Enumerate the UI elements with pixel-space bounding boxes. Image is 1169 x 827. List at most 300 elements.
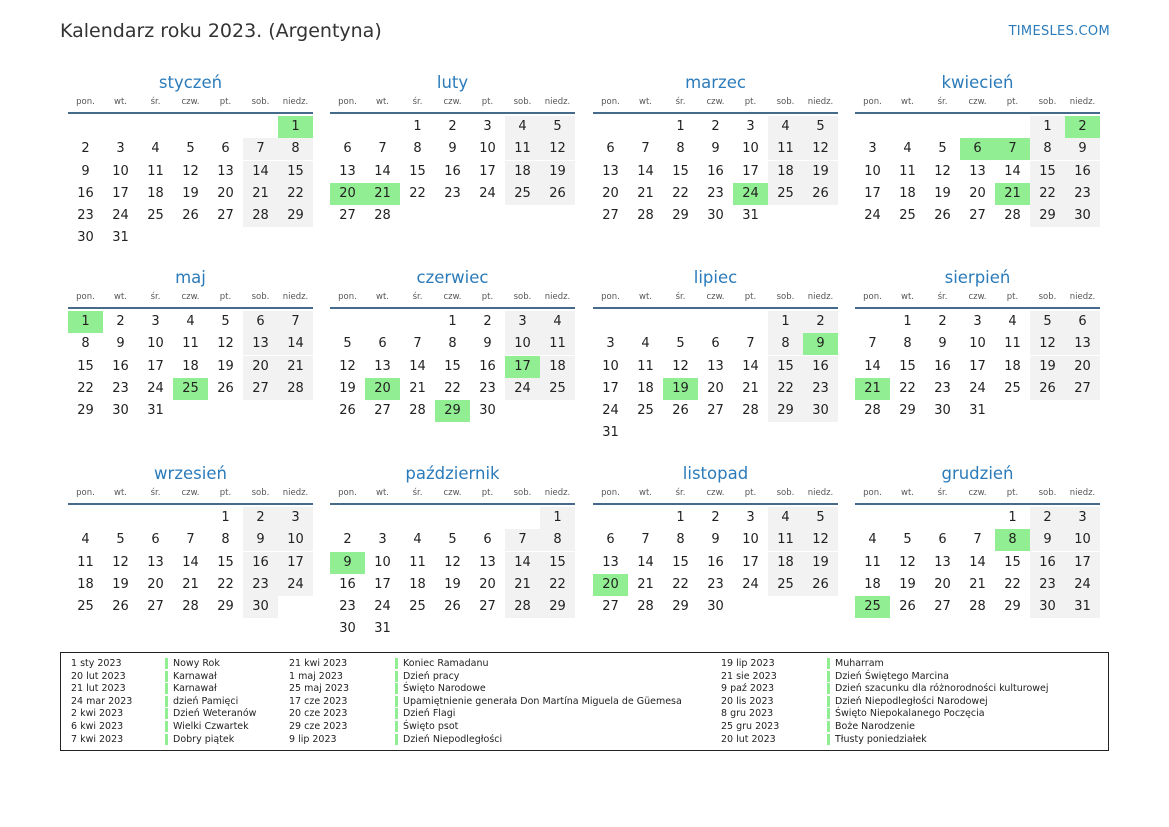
day-cell: 24 bbox=[147, 380, 164, 396]
holiday-date: 20 lut 2023 bbox=[71, 670, 126, 682]
day-cell: 10 bbox=[147, 336, 164, 352]
week-row bbox=[593, 183, 838, 205]
week-row bbox=[855, 552, 1100, 574]
weekday-label: pon. bbox=[863, 97, 882, 107]
holiday-date: 19 lip 2023 bbox=[721, 658, 775, 669]
day-cell: 23 bbox=[803, 378, 838, 400]
day-cell: 19 bbox=[339, 380, 356, 396]
weekday-label: wt. bbox=[376, 97, 389, 107]
empty-cell bbox=[505, 507, 540, 529]
day-cell: 19 bbox=[444, 576, 461, 592]
day-cell: 10 bbox=[278, 529, 313, 551]
day-cell: 26 bbox=[672, 403, 689, 419]
day-cell: 11 bbox=[864, 554, 881, 570]
week-row bbox=[855, 356, 1100, 378]
day-cell: 15 bbox=[409, 163, 426, 179]
day-cell: 18 bbox=[864, 576, 881, 592]
day-cell: 5 bbox=[1030, 311, 1065, 333]
day-cell: 9 bbox=[1030, 529, 1065, 551]
empty-cell bbox=[540, 205, 575, 227]
week-row bbox=[330, 574, 575, 596]
weekday-label: śr. bbox=[150, 97, 161, 107]
day-cell: 4 bbox=[505, 116, 540, 138]
day-cell: 11 bbox=[182, 336, 199, 352]
day-cell: 20 bbox=[1065, 356, 1100, 378]
weekday-label: niedz. bbox=[1069, 97, 1096, 107]
day-cell: 28 bbox=[505, 596, 540, 618]
day-cell: 13 bbox=[1065, 333, 1100, 355]
day-cell: 2 bbox=[343, 532, 352, 548]
day-cell: 17 bbox=[147, 358, 164, 374]
week-row bbox=[68, 333, 313, 355]
holiday-date: 21 sie 2023 bbox=[721, 670, 777, 682]
weekday-label: sob. bbox=[776, 97, 795, 107]
day-cell: 14 bbox=[742, 358, 759, 374]
day-cell: 4 bbox=[540, 311, 575, 333]
day-cell: 17 bbox=[479, 163, 496, 179]
day-cell: 23 bbox=[112, 380, 129, 396]
day-cell: 26 bbox=[112, 599, 129, 615]
holiday-date: 9 lip 2023 bbox=[289, 733, 337, 745]
day-cell: 3 bbox=[505, 311, 540, 333]
month-calendar bbox=[593, 73, 838, 227]
weekday-label: czw. bbox=[443, 97, 462, 107]
week-row bbox=[593, 507, 838, 529]
holiday-day-cell: 25 bbox=[173, 378, 208, 400]
day-cell: 30 bbox=[112, 403, 129, 419]
day-cell: 28 bbox=[243, 205, 278, 227]
holiday-name: Muharram bbox=[827, 658, 884, 669]
day-cell: 10 bbox=[602, 358, 619, 374]
day-cell: 29 bbox=[672, 208, 689, 224]
day-cell: 18 bbox=[768, 552, 803, 574]
week-row bbox=[68, 378, 313, 400]
empty-cell bbox=[663, 311, 698, 333]
legend-row bbox=[71, 734, 256, 747]
holiday-day-cell: 21 bbox=[365, 183, 400, 205]
weekday-label: wt. bbox=[639, 488, 652, 498]
weekday-label: wt. bbox=[901, 292, 914, 302]
empty-cell bbox=[138, 507, 173, 529]
day-cell: 1 bbox=[1008, 510, 1017, 525]
day-cell: 24 bbox=[1065, 574, 1100, 596]
empty-cell bbox=[470, 507, 505, 529]
day-cell: 26 bbox=[803, 183, 838, 205]
week-row bbox=[68, 205, 313, 227]
day-cell: 26 bbox=[803, 574, 838, 596]
day-cell: 24 bbox=[602, 403, 619, 419]
holiday-day-cell: 17 bbox=[505, 356, 540, 378]
day-cell: 5 bbox=[343, 336, 352, 352]
month-name: marzec bbox=[685, 73, 746, 92]
weekday-label: niedz. bbox=[1069, 488, 1096, 498]
day-cell: 17 bbox=[742, 554, 759, 570]
day-cell: 18 bbox=[505, 161, 540, 183]
day-cell: 17 bbox=[112, 185, 129, 201]
month-name: grudzień bbox=[941, 464, 1014, 483]
empty-cell bbox=[208, 400, 243, 422]
day-cell: 17 bbox=[278, 552, 313, 574]
weekday-label: wt. bbox=[114, 488, 127, 498]
day-cell: 12 bbox=[803, 529, 838, 551]
day-cell: 8 bbox=[448, 336, 457, 352]
empty-cell bbox=[278, 400, 313, 422]
day-cell: 7 bbox=[746, 336, 755, 352]
day-cell: 7 bbox=[641, 141, 650, 157]
empty-cell bbox=[505, 618, 540, 640]
holiday-day-cell: 7 bbox=[995, 138, 1030, 160]
week-row bbox=[68, 116, 313, 138]
day-cell: 3 bbox=[151, 314, 160, 329]
holiday-name: Tłusty poniedziałek bbox=[827, 734, 927, 745]
day-cell: 11 bbox=[1004, 336, 1021, 352]
weekday-header bbox=[593, 486, 838, 505]
empty-cell bbox=[243, 227, 278, 249]
weekday-label: wt. bbox=[901, 97, 914, 107]
day-cell: 30 bbox=[243, 596, 278, 618]
day-cell: 4 bbox=[151, 141, 160, 157]
weekday-label: niedz. bbox=[282, 97, 309, 107]
holiday-date: 20 lut 2023 bbox=[721, 733, 776, 745]
weekday-label: śr. bbox=[937, 292, 948, 302]
day-cell: 24 bbox=[374, 599, 391, 615]
week-row bbox=[68, 507, 313, 529]
day-cell: 27 bbox=[147, 599, 164, 615]
day-cell: 16 bbox=[479, 358, 496, 374]
day-cell: 19 bbox=[182, 185, 199, 201]
day-cell: 13 bbox=[374, 358, 391, 374]
holiday-name: Upamiętnienie generała Don Martína Miguela de Güemesa bbox=[395, 696, 682, 707]
day-cell: 12 bbox=[217, 336, 234, 352]
day-cell: 23 bbox=[707, 185, 724, 201]
day-cell: 2 bbox=[116, 314, 125, 329]
day-cell: 9 bbox=[1065, 138, 1100, 160]
week-row bbox=[68, 400, 313, 422]
day-cell: 4 bbox=[186, 314, 195, 329]
day-cell: 23 bbox=[444, 185, 461, 201]
day-cell: 12 bbox=[803, 138, 838, 160]
empty-cell bbox=[960, 507, 995, 529]
day-cell: 24 bbox=[112, 208, 129, 224]
holiday-date: 1 sty 2023 bbox=[71, 658, 122, 669]
day-cell: 14 bbox=[278, 333, 313, 355]
empty-cell bbox=[103, 116, 138, 138]
day-cell: 3 bbox=[868, 141, 877, 157]
day-cell: 28 bbox=[374, 208, 391, 224]
empty-cell bbox=[138, 227, 173, 249]
day-cell: 12 bbox=[672, 358, 689, 374]
holiday-day-cell: 29 bbox=[435, 400, 470, 422]
day-cell: 14 bbox=[182, 554, 199, 570]
day-cell: 19 bbox=[803, 552, 838, 574]
weekday-label: sob. bbox=[513, 488, 532, 498]
holiday-date: 29 cze 2023 bbox=[289, 720, 348, 732]
day-cell: 6 bbox=[221, 141, 230, 157]
day-cell: 13 bbox=[602, 554, 619, 570]
day-cell: 7 bbox=[378, 141, 387, 157]
holiday-day-cell: 6 bbox=[960, 138, 995, 160]
day-cell: 18 bbox=[899, 185, 916, 201]
month-calendar bbox=[330, 464, 575, 641]
weekday-label: pt. bbox=[1006, 488, 1019, 498]
weekday-header bbox=[593, 290, 838, 309]
weekday-label: pt. bbox=[481, 488, 494, 498]
weekday-label: pon. bbox=[76, 97, 95, 107]
day-cell: 21 bbox=[742, 380, 759, 396]
day-cell: 5 bbox=[903, 532, 912, 548]
empty-cell bbox=[733, 311, 768, 333]
day-cell: 15 bbox=[768, 356, 803, 378]
week-row bbox=[330, 552, 575, 574]
week-row bbox=[68, 356, 313, 378]
month-name: październik bbox=[405, 464, 500, 483]
day-cell: 29 bbox=[77, 403, 94, 419]
empty-cell bbox=[278, 227, 313, 249]
day-cell: 18 bbox=[540, 356, 575, 378]
empty-cell bbox=[855, 311, 890, 333]
empty-cell bbox=[278, 596, 313, 618]
day-cell: 6 bbox=[606, 532, 615, 548]
day-cell: 27 bbox=[1065, 378, 1100, 400]
weekday-label: pt. bbox=[219, 292, 232, 302]
empty-cell bbox=[435, 507, 470, 529]
empty-cell bbox=[435, 205, 470, 227]
week-row bbox=[593, 529, 838, 551]
holiday-day-cell: 21 bbox=[855, 378, 890, 400]
holiday-day-cell: 9 bbox=[803, 333, 838, 355]
day-cell: 11 bbox=[505, 138, 540, 160]
day-cell: 14 bbox=[637, 554, 654, 570]
week-row bbox=[330, 116, 575, 138]
day-cell: 18 bbox=[768, 161, 803, 183]
legend-row bbox=[721, 734, 1049, 747]
day-cell: 2 bbox=[448, 119, 457, 134]
week-row bbox=[593, 161, 838, 183]
empty-cell bbox=[505, 205, 540, 227]
day-cell: 9 bbox=[243, 529, 278, 551]
weekday-label: niedz. bbox=[807, 97, 834, 107]
holiday-date: 17 cze 2023 bbox=[289, 695, 348, 707]
empty-cell bbox=[960, 116, 995, 138]
day-cell: 27 bbox=[479, 599, 496, 615]
weekday-label: pt. bbox=[481, 292, 494, 302]
month-name: styczeń bbox=[158, 73, 223, 92]
month-calendar bbox=[68, 464, 313, 618]
week-row bbox=[330, 205, 575, 227]
day-cell: 13 bbox=[243, 333, 278, 355]
day-cell: 5 bbox=[803, 116, 838, 138]
holiday-date: 20 cze 2023 bbox=[289, 708, 348, 720]
week-row bbox=[68, 574, 313, 596]
day-cell: 28 bbox=[637, 208, 654, 224]
weekday-label: wt. bbox=[376, 488, 389, 498]
weekday-label: niedz. bbox=[282, 488, 309, 498]
weekday-label: pon. bbox=[338, 292, 357, 302]
day-cell: 28 bbox=[864, 403, 881, 419]
day-cell: 16 bbox=[707, 554, 724, 570]
day-cell: 27 bbox=[243, 378, 278, 400]
day-cell: 9 bbox=[448, 141, 457, 157]
day-cell: 14 bbox=[864, 358, 881, 374]
day-cell: 1 bbox=[1030, 116, 1065, 138]
day-cell: 31 bbox=[112, 230, 129, 246]
day-cell: 13 bbox=[339, 163, 356, 179]
empty-cell bbox=[733, 596, 768, 618]
day-cell: 9 bbox=[938, 336, 947, 352]
day-cell: 27 bbox=[707, 403, 724, 419]
month-calendar bbox=[593, 464, 838, 618]
day-cell: 14 bbox=[409, 358, 426, 374]
day-cell: 22 bbox=[278, 183, 313, 205]
empty-cell bbox=[68, 507, 103, 529]
day-cell: 27 bbox=[374, 403, 391, 419]
day-cell: 29 bbox=[217, 599, 234, 615]
weekday-label: sob. bbox=[513, 97, 532, 107]
holiday-day-cell: 20 bbox=[593, 574, 628, 596]
week-row bbox=[330, 138, 575, 160]
day-cell: 27 bbox=[934, 599, 951, 615]
week-row bbox=[330, 529, 575, 551]
day-cell: 18 bbox=[147, 185, 164, 201]
day-cell: 17 bbox=[374, 576, 391, 592]
week-row bbox=[855, 400, 1100, 422]
day-cell: 25 bbox=[637, 403, 654, 419]
legend-row bbox=[289, 721, 682, 734]
weekday-label: czw. bbox=[968, 97, 987, 107]
empty-cell bbox=[330, 507, 365, 529]
legend-row bbox=[721, 721, 1049, 734]
day-cell: 8 bbox=[278, 138, 313, 160]
weekday-label: śr. bbox=[412, 97, 423, 107]
empty-cell bbox=[365, 116, 400, 138]
day-cell: 1 bbox=[413, 119, 422, 134]
month-name: kwiecień bbox=[941, 73, 1014, 92]
empty-cell bbox=[208, 116, 243, 138]
holiday-name: Dzień Weteranów bbox=[165, 708, 256, 719]
day-cell: 9 bbox=[81, 163, 90, 179]
empty-cell bbox=[330, 311, 365, 333]
week-row bbox=[68, 161, 313, 183]
day-cell: 28 bbox=[182, 599, 199, 615]
month-name: luty bbox=[436, 73, 469, 92]
day-cell: 21 bbox=[969, 576, 986, 592]
holiday-name: Dzień Świętego Marcina bbox=[827, 671, 949, 682]
empty-cell bbox=[1030, 400, 1065, 422]
day-cell: 4 bbox=[81, 532, 90, 548]
legend-row bbox=[289, 696, 682, 709]
day-cell: 18 bbox=[409, 576, 426, 592]
day-cell: 13 bbox=[479, 554, 496, 570]
holiday-name: Święto psot bbox=[395, 721, 458, 732]
legend-row bbox=[721, 708, 1049, 721]
day-cell: 22 bbox=[1030, 183, 1065, 205]
day-cell: 20 bbox=[147, 576, 164, 592]
empty-cell bbox=[208, 227, 243, 249]
day-cell: 7 bbox=[868, 336, 877, 352]
day-cell: 17 bbox=[1065, 552, 1100, 574]
day-cell: 25 bbox=[768, 574, 803, 596]
day-cell: 24 bbox=[864, 208, 881, 224]
weekday-label: pon. bbox=[863, 488, 882, 498]
day-cell: 19 bbox=[934, 185, 951, 201]
day-cell: 7 bbox=[186, 532, 195, 548]
weekday-label: niedz. bbox=[544, 97, 571, 107]
weekday-label: niedz. bbox=[544, 292, 571, 302]
holiday-day-cell: 1 bbox=[68, 311, 103, 333]
day-cell: 15 bbox=[540, 552, 575, 574]
day-cell: 23 bbox=[339, 599, 356, 615]
empty-cell bbox=[243, 400, 278, 422]
week-row bbox=[68, 529, 313, 551]
weekday-label: sob. bbox=[251, 97, 270, 107]
day-cell: 16 bbox=[339, 576, 356, 592]
day-cell: 6 bbox=[483, 532, 492, 548]
empty-cell bbox=[173, 507, 208, 529]
day-cell: 2 bbox=[803, 311, 838, 333]
day-cell: 25 bbox=[899, 208, 916, 224]
legend-row bbox=[289, 734, 682, 747]
day-cell: 23 bbox=[934, 380, 951, 396]
day-cell: 7 bbox=[505, 529, 540, 551]
week-row bbox=[330, 507, 575, 529]
day-cell: 10 bbox=[505, 333, 540, 355]
day-cell: 15 bbox=[217, 554, 234, 570]
empty-cell bbox=[855, 507, 890, 529]
holiday-name: Dzień szacunku dla różnorodności kulturowej bbox=[827, 683, 1049, 694]
day-cell: 19 bbox=[899, 576, 916, 592]
holiday-date: 21 kwi 2023 bbox=[289, 658, 348, 669]
day-cell: 10 bbox=[864, 163, 881, 179]
day-cell: 13 bbox=[602, 163, 619, 179]
day-cell: 1 bbox=[903, 314, 912, 329]
day-cell: 11 bbox=[637, 358, 654, 374]
day-cell: 11 bbox=[768, 138, 803, 160]
empty-cell bbox=[698, 422, 733, 444]
day-cell: 12 bbox=[899, 554, 916, 570]
day-cell: 12 bbox=[540, 138, 575, 160]
weekday-label: sob. bbox=[513, 292, 532, 302]
week-row bbox=[855, 507, 1100, 529]
weekday-label: pon. bbox=[601, 292, 620, 302]
empty-cell bbox=[890, 116, 925, 138]
weekday-label: pt. bbox=[744, 292, 757, 302]
weekday-label: pt. bbox=[1006, 97, 1019, 107]
empty-cell bbox=[698, 311, 733, 333]
day-cell: 26 bbox=[217, 380, 234, 396]
site-link[interactable]: TIMESLES.COM bbox=[1008, 24, 1110, 39]
day-cell: 23 bbox=[1030, 574, 1065, 596]
empty-cell bbox=[925, 507, 960, 529]
day-cell: 19 bbox=[217, 358, 234, 374]
day-cell: 7 bbox=[973, 532, 982, 548]
day-cell: 7 bbox=[243, 138, 278, 160]
day-cell: 14 bbox=[1004, 163, 1021, 179]
day-cell: 25 bbox=[409, 599, 426, 615]
day-cell: 22 bbox=[1004, 576, 1021, 592]
empty-cell bbox=[768, 205, 803, 227]
empty-cell bbox=[138, 116, 173, 138]
empty-cell bbox=[400, 311, 435, 333]
month-calendar bbox=[68, 268, 313, 422]
day-cell: 6 bbox=[938, 532, 947, 548]
empty-cell bbox=[400, 618, 435, 640]
week-row bbox=[855, 596, 1100, 618]
day-cell: 24 bbox=[742, 576, 759, 592]
day-cell: 4 bbox=[768, 116, 803, 138]
empty-cell bbox=[593, 311, 628, 333]
empty-cell bbox=[663, 422, 698, 444]
weekday-header bbox=[593, 95, 838, 114]
